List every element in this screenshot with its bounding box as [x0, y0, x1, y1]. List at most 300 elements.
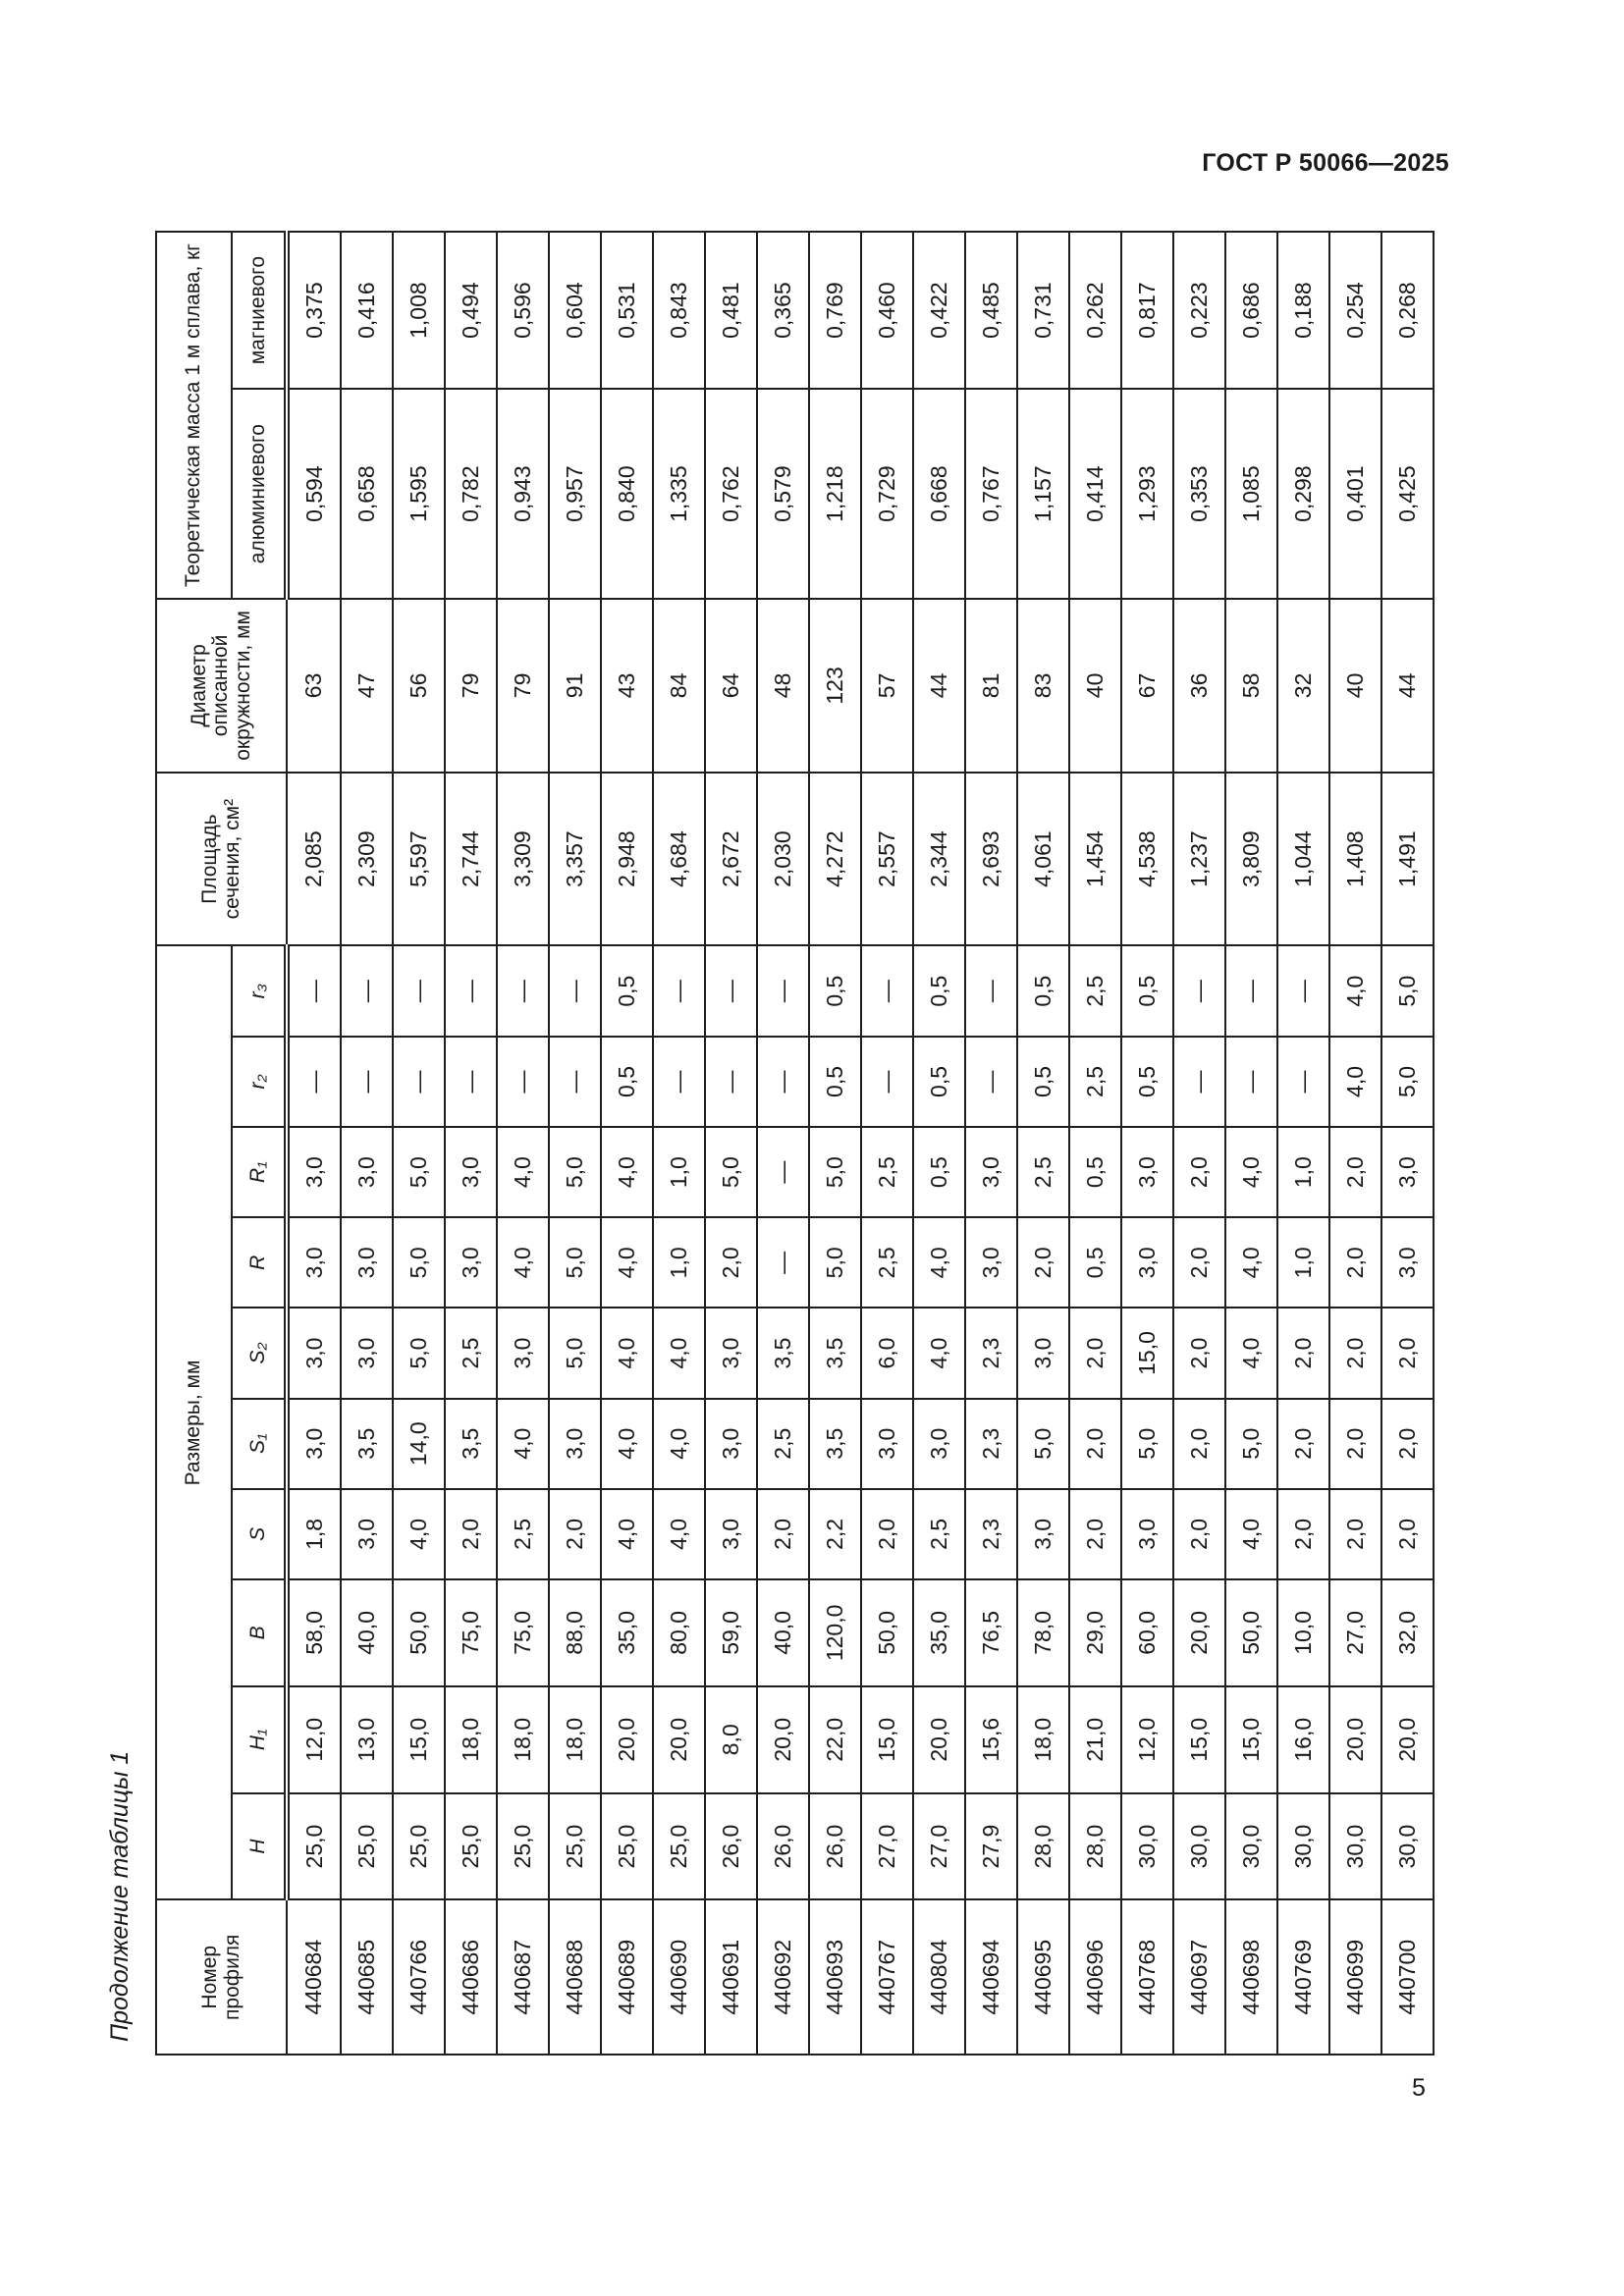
cell-area: 4,272	[809, 773, 861, 946]
cell-S2: 4,0	[601, 1308, 653, 1398]
cell-R: 4,0	[497, 1217, 549, 1308]
cell-H: 27,0	[913, 1793, 965, 1900]
cell-num: 440693	[809, 1900, 861, 2056]
cell-diam: 40	[1069, 599, 1121, 773]
cell-S2: 6,0	[861, 1308, 913, 1398]
cell-S2: 3,0	[341, 1308, 393, 1398]
cell-r3: —	[287, 945, 341, 1036]
cell-mg: 0,731	[1017, 232, 1069, 389]
cell-R: 4,0	[601, 1217, 653, 1308]
cell-num: 440694	[965, 1900, 1017, 2056]
cell-al: 0,425	[1381, 389, 1434, 599]
cell-r3: —	[549, 945, 601, 1036]
cell-r2: 0,5	[601, 1037, 653, 1127]
cell-r2: —	[653, 1037, 705, 1127]
cell-num: 440700	[1381, 1900, 1434, 2056]
cell-S2: 2,5	[445, 1308, 497, 1398]
cell-B: 80,0	[653, 1579, 705, 1686]
cell-S2: 2,3	[965, 1308, 1017, 1398]
cell-S1: 3,0	[861, 1399, 913, 1489]
cell-H1: 20,0	[653, 1686, 705, 1793]
table-row	[1017, 232, 1069, 2055]
cell-R1: 4,0	[1225, 1127, 1277, 1217]
cell-num: 440686	[445, 1900, 497, 2056]
cell-R1: 5,0	[809, 1127, 861, 1217]
cell-S: 4,0	[601, 1489, 653, 1579]
cell-mg: 0,843	[653, 232, 705, 389]
cell-diam: 44	[1381, 599, 1434, 773]
cell-mg: 0,262	[1069, 232, 1121, 389]
cell-H: 26,0	[757, 1793, 809, 1900]
header-H: H	[232, 1793, 287, 1900]
cell-S2: 4,0	[913, 1308, 965, 1398]
cell-r2: —	[445, 1037, 497, 1127]
header-r2: r₂	[232, 1037, 287, 1127]
cell-H: 25,0	[445, 1793, 497, 1900]
header-S: S	[232, 1489, 287, 1579]
table-row	[913, 232, 965, 2055]
cell-r3: 4,0	[1329, 945, 1381, 1036]
cell-r2: —	[705, 1037, 757, 1127]
cell-H: 25,0	[287, 1793, 341, 1900]
cell-R: 5,0	[549, 1217, 601, 1308]
cell-S2: 2,0	[1173, 1308, 1225, 1398]
cell-R1: 2,0	[1173, 1127, 1225, 1217]
cell-area: 3,357	[549, 773, 601, 946]
cell-mg: 0,375	[287, 232, 341, 389]
cell-diam: 43	[601, 599, 653, 773]
cell-R: 2,0	[1017, 1217, 1069, 1308]
cell-al: 0,767	[965, 389, 1017, 599]
table-row	[965, 232, 1017, 2055]
cell-S1: 3,0	[705, 1399, 757, 1489]
cell-B: 59,0	[705, 1579, 757, 1686]
cell-diam: 79	[497, 599, 549, 773]
cell-S1: 2,3	[965, 1399, 1017, 1489]
cell-R: 0,5	[1069, 1217, 1121, 1308]
cell-S2: 3,0	[705, 1308, 757, 1398]
cell-area: 5,597	[393, 773, 445, 946]
cell-r3: 0,5	[809, 945, 861, 1036]
cell-mg: 0,686	[1225, 232, 1277, 389]
cell-r2: —	[861, 1037, 913, 1127]
cell-R: 2,0	[1173, 1217, 1225, 1308]
cell-num: 440691	[705, 1900, 757, 2056]
cell-r2: 5,0	[1381, 1037, 1434, 1127]
cell-num: 440684	[287, 1900, 341, 2056]
cell-mg: 0,365	[757, 232, 809, 389]
table-row	[287, 232, 341, 2055]
table-row	[653, 232, 705, 2055]
table-row	[549, 232, 601, 2055]
cell-r3: 0,5	[913, 945, 965, 1036]
cell-H: 27,9	[965, 1793, 1017, 1900]
cell-H1: 18,0	[549, 1686, 601, 1793]
cell-H: 26,0	[809, 1793, 861, 1900]
cell-R: 3,0	[287, 1217, 341, 1308]
cell-al: 0,840	[601, 389, 653, 599]
cell-S1: 3,0	[549, 1399, 601, 1489]
cell-B: 35,0	[913, 1579, 965, 1686]
cell-S1: 5,0	[1121, 1399, 1173, 1489]
cell-diam: 58	[1225, 599, 1277, 773]
table-row	[445, 232, 497, 2055]
cell-B: 40,0	[757, 1579, 809, 1686]
cell-H: 30,0	[1381, 1793, 1434, 1900]
cell-S2: 3,5	[757, 1308, 809, 1398]
header-aluminum: алюминиевого	[232, 389, 287, 599]
cell-B: 58,0	[287, 1579, 341, 1686]
cell-R: 5,0	[393, 1217, 445, 1308]
cell-al: 0,414	[1069, 389, 1121, 599]
cell-H1: 21,0	[1069, 1686, 1121, 1793]
cell-R: 2,0	[705, 1217, 757, 1308]
cell-R1: 3,0	[1121, 1127, 1173, 1217]
cell-H: 25,0	[549, 1793, 601, 1900]
cell-S1: 14,0	[393, 1399, 445, 1489]
cell-H1: 22,0	[809, 1686, 861, 1793]
cell-mg: 0,596	[497, 232, 549, 389]
cell-B: 20,0	[1173, 1579, 1225, 1686]
cell-H: 30,0	[1329, 1793, 1381, 1900]
cell-al: 0,957	[549, 389, 601, 599]
cell-num: 440696	[1069, 1900, 1121, 2056]
cell-num: 440685	[341, 1900, 393, 2056]
page-number: 5	[1412, 2074, 1426, 2102]
cell-diam: 91	[549, 599, 601, 773]
cell-S2: 2,0	[1277, 1308, 1329, 1398]
cell-R1: 3,0	[341, 1127, 393, 1217]
cell-area: 1,237	[1173, 773, 1225, 946]
cell-S2: 2,0	[1069, 1308, 1121, 1398]
cell-num: 440768	[1121, 1900, 1173, 2056]
cell-S1: 5,0	[1225, 1399, 1277, 1489]
cell-diam: 83	[1017, 599, 1069, 773]
cell-mg: 0,460	[861, 232, 913, 389]
cell-S: 2,0	[861, 1489, 913, 1579]
cell-num: 440695	[1017, 1900, 1069, 2056]
cell-R: 4,0	[1225, 1217, 1277, 1308]
profile-table	[155, 231, 1435, 2056]
table-row	[1277, 232, 1329, 2055]
cell-area: 4,684	[653, 773, 705, 946]
cell-mg: 0,223	[1173, 232, 1225, 389]
cell-S: 2,2	[809, 1489, 861, 1579]
table-row	[1121, 232, 1173, 2055]
cell-R1: 4,0	[601, 1127, 653, 1217]
cell-R: 2,5	[861, 1217, 913, 1308]
cell-H1: 18,0	[1017, 1686, 1069, 1793]
cell-r3: —	[861, 945, 913, 1036]
table-row	[1225, 232, 1277, 2055]
cell-S: 2,5	[497, 1489, 549, 1579]
cell-S2: 5,0	[393, 1308, 445, 1398]
cell-B: 78,0	[1017, 1579, 1069, 1686]
cell-R1: 5,0	[549, 1127, 601, 1217]
cell-r3: —	[757, 945, 809, 1036]
cell-R1: 2,0	[1329, 1127, 1381, 1217]
cell-r2: —	[287, 1037, 341, 1127]
cell-r2: 0,5	[1017, 1037, 1069, 1127]
cell-al: 0,762	[705, 389, 757, 599]
table-body	[287, 232, 1434, 2055]
cell-R1: 5,0	[705, 1127, 757, 1217]
cell-mg: 0,817	[1121, 232, 1173, 389]
cell-S1: 2,5	[757, 1399, 809, 1489]
cell-S: 3,0	[1017, 1489, 1069, 1579]
cell-r3: —	[1225, 945, 1277, 1036]
cell-R1: 2,5	[1017, 1127, 1069, 1217]
cell-r3: 0,5	[1017, 945, 1069, 1036]
cell-S1: 2,0	[1069, 1399, 1121, 1489]
cell-S: 2,0	[1069, 1489, 1121, 1579]
cell-S: 2,0	[757, 1489, 809, 1579]
cell-al: 0,729	[861, 389, 913, 599]
cell-S1: 2,0	[1277, 1399, 1329, 1489]
cell-R: —	[757, 1217, 809, 1308]
cell-S1: 3,0	[913, 1399, 965, 1489]
cell-R: 3,0	[1121, 1217, 1173, 1308]
cell-H1: 20,0	[1381, 1686, 1434, 1793]
header-H1: H₁	[232, 1686, 287, 1793]
cell-r2: 0,5	[809, 1037, 861, 1127]
cell-area: 4,538	[1121, 773, 1173, 946]
cell-area: 3,809	[1225, 773, 1277, 946]
cell-B: 60,0	[1121, 1579, 1173, 1686]
cell-diam: 84	[653, 599, 705, 773]
cell-area: 2,948	[601, 773, 653, 946]
cell-r3: —	[445, 945, 497, 1036]
cell-area: 2,085	[287, 773, 341, 946]
cell-diam: 63	[287, 599, 341, 773]
table-row	[1069, 232, 1121, 2055]
cell-al: 0,782	[445, 389, 497, 599]
cell-R: 3,0	[341, 1217, 393, 1308]
cell-r2: 4,0	[1329, 1037, 1381, 1127]
cell-S2: 5,0	[549, 1308, 601, 1398]
cell-area: 3,309	[497, 773, 549, 946]
cell-area: 2,030	[757, 773, 809, 946]
cell-r3: —	[653, 945, 705, 1036]
cell-r3: —	[393, 945, 445, 1036]
cell-R1: 1,0	[653, 1127, 705, 1217]
cell-R: 1,0	[653, 1217, 705, 1308]
cell-num: 440767	[861, 1900, 913, 2056]
table-row	[497, 232, 549, 2055]
cell-S2: 3,0	[287, 1308, 341, 1398]
cell-B: 75,0	[497, 1579, 549, 1686]
cell-H1: 15,0	[393, 1686, 445, 1793]
cell-R: 3,0	[445, 1217, 497, 1308]
cell-mg: 0,188	[1277, 232, 1329, 389]
cell-area: 1,491	[1381, 773, 1434, 946]
cell-B: 35,0	[601, 1579, 653, 1686]
cell-R1: 0,5	[1069, 1127, 1121, 1217]
cell-B: 50,0	[1225, 1579, 1277, 1686]
cell-area: 2,557	[861, 773, 913, 946]
cell-al: 0,579	[757, 389, 809, 599]
cell-mg: 0,268	[1381, 232, 1434, 389]
cell-mg: 0,481	[705, 232, 757, 389]
cell-H1: 15,0	[861, 1686, 913, 1793]
cell-num: 440804	[913, 1900, 965, 2056]
header-R: R	[232, 1217, 287, 1308]
cell-S: 2,0	[1381, 1489, 1434, 1579]
cell-S: 2,0	[445, 1489, 497, 1579]
cell-B: 40,0	[341, 1579, 393, 1686]
cell-area: 4,061	[1017, 773, 1069, 946]
cell-R: 3,0	[965, 1217, 1017, 1308]
header-magnesium: магниевого	[232, 232, 287, 389]
cell-R1: 3,0	[1381, 1127, 1434, 1217]
cell-al: 1,293	[1121, 389, 1173, 599]
cell-r2: —	[497, 1037, 549, 1127]
cell-al: 1,085	[1225, 389, 1277, 599]
cell-S1: 2,0	[1173, 1399, 1225, 1489]
cell-area: 2,693	[965, 773, 1017, 946]
cell-S2: 4,0	[1225, 1308, 1277, 1398]
cell-B: 120,0	[809, 1579, 861, 1686]
cell-al: 0,298	[1277, 389, 1329, 599]
cell-R1: 3,0	[287, 1127, 341, 1217]
cell-mg: 0,494	[445, 232, 497, 389]
cell-area: 2,672	[705, 773, 757, 946]
cell-area: 2,744	[445, 773, 497, 946]
cell-S: 2,0	[1329, 1489, 1381, 1579]
cell-diam: 79	[445, 599, 497, 773]
cell-R1: 1,0	[1277, 1127, 1329, 1217]
table-row	[1173, 232, 1225, 2055]
table-row	[861, 232, 913, 2055]
cell-diam: 32	[1277, 599, 1329, 773]
cell-r3: —	[705, 945, 757, 1036]
cell-H1: 18,0	[445, 1686, 497, 1793]
cell-H: 30,0	[1225, 1793, 1277, 1900]
cell-H1: 15,0	[1225, 1686, 1277, 1793]
cell-mg: 0,422	[913, 232, 965, 389]
cell-S: 3,0	[1121, 1489, 1173, 1579]
cell-H1: 12,0	[1121, 1686, 1173, 1793]
cell-num: 440699	[1329, 1900, 1381, 2056]
cell-H: 26,0	[705, 1793, 757, 1900]
cell-mg: 0,416	[341, 232, 393, 389]
cell-B: 32,0	[1381, 1579, 1434, 1686]
cell-r3: —	[341, 945, 393, 1036]
cell-r2: 0,5	[1121, 1037, 1173, 1127]
cell-H: 25,0	[653, 1793, 705, 1900]
cell-H1: 20,0	[1329, 1686, 1381, 1793]
cell-B: 76,5	[965, 1579, 1017, 1686]
cell-R1: 4,0	[497, 1127, 549, 1217]
cell-H: 30,0	[1277, 1793, 1329, 1900]
cell-H: 25,0	[393, 1793, 445, 1900]
table-row	[601, 232, 653, 2055]
cell-B: 10,0	[1277, 1579, 1329, 1686]
cell-mg: 0,769	[809, 232, 861, 389]
header-S1: S₁	[232, 1399, 287, 1489]
cell-num: 440692	[757, 1900, 809, 2056]
cell-r2: —	[1173, 1037, 1225, 1127]
cell-r2: —	[965, 1037, 1017, 1127]
cell-S: 3,0	[705, 1489, 757, 1579]
cell-num: 440769	[1277, 1900, 1329, 2056]
cell-diam: 44	[913, 599, 965, 773]
cell-al: 1,595	[393, 389, 445, 599]
cell-R: 1,0	[1277, 1217, 1329, 1308]
cell-r2: —	[757, 1037, 809, 1127]
cell-mg: 0,254	[1329, 232, 1381, 389]
cell-R: 2,0	[1329, 1217, 1381, 1308]
profile-table-container	[155, 231, 1432, 2056]
cell-S2: 3,0	[497, 1308, 549, 1398]
cell-S2: 3,5	[809, 1308, 861, 1398]
cell-S2: 3,0	[1017, 1308, 1069, 1398]
cell-r3: 2,5	[1069, 945, 1121, 1036]
header-diameter: Диаметр описанной окружности, мм	[156, 599, 287, 773]
cell-S: 2,3	[965, 1489, 1017, 1579]
cell-al: 0,668	[913, 389, 965, 599]
cell-mg: 1,008	[393, 232, 445, 389]
cell-r3: —	[965, 945, 1017, 1036]
cell-S2: 4,0	[653, 1308, 705, 1398]
cell-num: 440687	[497, 1900, 549, 2056]
cell-H: 25,0	[497, 1793, 549, 1900]
cell-area: 1,408	[1329, 773, 1381, 946]
cell-B: 29,0	[1069, 1579, 1121, 1686]
cell-H1: 8,0	[705, 1686, 757, 1793]
cell-al: 0,353	[1173, 389, 1225, 599]
cell-diam: 48	[757, 599, 809, 773]
cell-diam: 36	[1173, 599, 1225, 773]
cell-al: 1,218	[809, 389, 861, 599]
cell-H: 30,0	[1173, 1793, 1225, 1900]
cell-num: 440688	[549, 1900, 601, 2056]
cell-area: 2,344	[913, 773, 965, 946]
cell-r2: —	[549, 1037, 601, 1127]
cell-R: 3,0	[1381, 1217, 1434, 1308]
cell-H1: 15,0	[1173, 1686, 1225, 1793]
cell-r2: —	[1225, 1037, 1277, 1127]
cell-num: 440766	[393, 1900, 445, 2056]
cell-S: 4,0	[653, 1489, 705, 1579]
cell-H1: 15,6	[965, 1686, 1017, 1793]
cell-diam: 56	[393, 599, 445, 773]
table-row	[1329, 232, 1381, 2055]
table-row	[705, 232, 757, 2055]
cell-S: 2,5	[913, 1489, 965, 1579]
cell-diam: 67	[1121, 599, 1173, 773]
header-dimensions: Размеры, мм	[156, 945, 232, 1899]
cell-S1: 3,5	[341, 1399, 393, 1489]
cell-r3: 0,5	[1121, 945, 1173, 1036]
table-row	[341, 232, 393, 2055]
cell-H: 28,0	[1017, 1793, 1069, 1900]
header-mass: Теоретическая масса 1 м сплава, кг	[156, 232, 232, 599]
cell-mg: 0,485	[965, 232, 1017, 389]
cell-al: 1,335	[653, 389, 705, 599]
cell-r2: 2,5	[1069, 1037, 1121, 1127]
cell-S2: 2,0	[1329, 1308, 1381, 1398]
cell-S: 2,0	[549, 1489, 601, 1579]
cell-R1: 3,0	[965, 1127, 1017, 1217]
cell-S: 2,0	[1277, 1489, 1329, 1579]
cell-area: 1,044	[1277, 773, 1329, 946]
cell-S1: 2,0	[1329, 1399, 1381, 1489]
cell-S1: 3,0	[287, 1399, 341, 1489]
cell-B: 50,0	[861, 1579, 913, 1686]
cell-H1: 18,0	[497, 1686, 549, 1793]
header-area: Площадь сечения, см²	[156, 773, 287, 946]
